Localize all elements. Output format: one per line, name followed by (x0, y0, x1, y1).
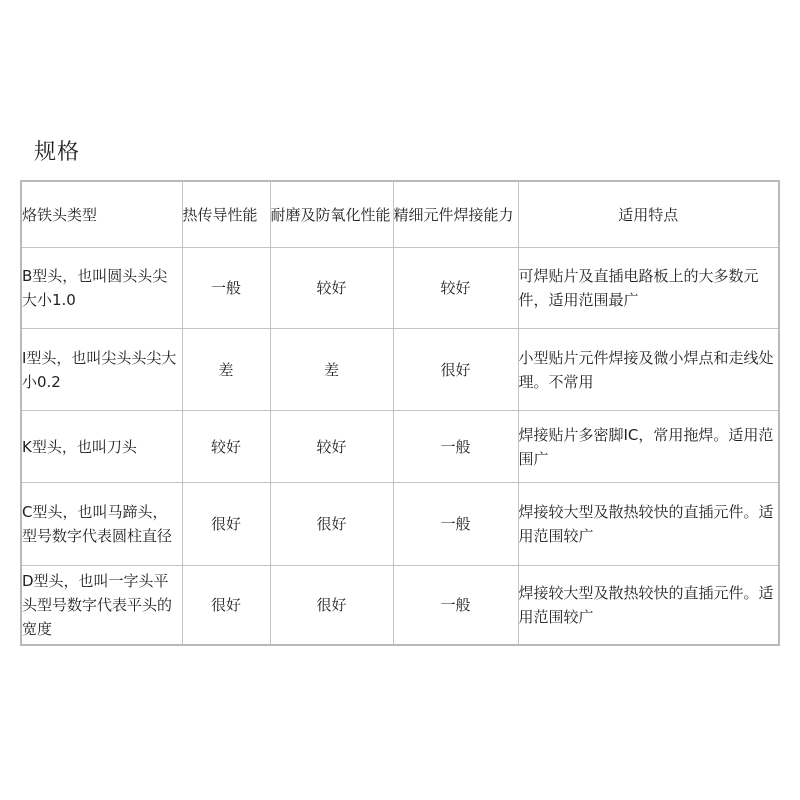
cell-wear: 很好 (270, 566, 393, 646)
table-row (21, 483, 779, 566)
header-fine-soldering: 精细元件焊接能力 (393, 181, 518, 248)
header-use-features: 适用特点 (518, 181, 779, 248)
cell-wear: 差 (270, 329, 393, 411)
cell-use: 可焊贴片及直插电路板上的大多数元件，适用范围最广 (518, 248, 779, 329)
cell-heat: 较好 (182, 411, 270, 483)
table-row (21, 411, 779, 483)
cell-fine: 很好 (393, 329, 518, 411)
cell-fine: 一般 (393, 483, 518, 566)
cell-use: 焊接较大型及散热较快的直插元件。适用范围较广 (518, 483, 779, 566)
cell-fine: 一般 (393, 411, 518, 483)
cell-use: 小型贴片元件焊接及微小焊点和走线处理。不常用 (518, 329, 779, 411)
cell-wear: 很好 (270, 483, 393, 566)
header-heat-conduction: 热传导性能 (182, 181, 270, 248)
cell-wear: 较好 (270, 411, 393, 483)
cell-tip-type: C型头，也叫马蹄头，型号数字代表圆柱直径 (21, 483, 182, 566)
cell-fine: 一般 (393, 566, 518, 646)
spec-table (20, 180, 780, 646)
table-row (21, 566, 779, 646)
table-header-row (21, 181, 779, 248)
cell-use: 焊接较大型及散热较快的直插元件。适用范围较广 (518, 566, 779, 646)
cell-heat: 很好 (182, 483, 270, 566)
header-tip-type: 烙铁头类型 (21, 181, 182, 248)
cell-heat: 很好 (182, 566, 270, 646)
cell-tip-type: I型头，也叫尖头头尖大小0.2 (21, 329, 182, 411)
table-row (21, 329, 779, 411)
cell-heat: 一般 (182, 248, 270, 329)
cell-tip-type: B型头，也叫圆头头尖大小1.0 (21, 248, 182, 329)
cell-tip-type: D型头，也叫一字头平头型号数字代表平头的宽度 (21, 566, 182, 646)
cell-use: 焊接贴片多密脚IC，常用拖焊。适用范围广 (518, 411, 779, 483)
header-wear-resistance: 耐磨及防氧化性能 (270, 181, 393, 248)
page-title: 规格 (34, 140, 81, 165)
cell-fine: 较好 (393, 248, 518, 329)
cell-tip-type: K型头，也叫刀头 (21, 411, 182, 483)
table-row (21, 248, 779, 329)
cell-wear: 较好 (270, 248, 393, 329)
cell-heat: 差 (182, 329, 270, 411)
